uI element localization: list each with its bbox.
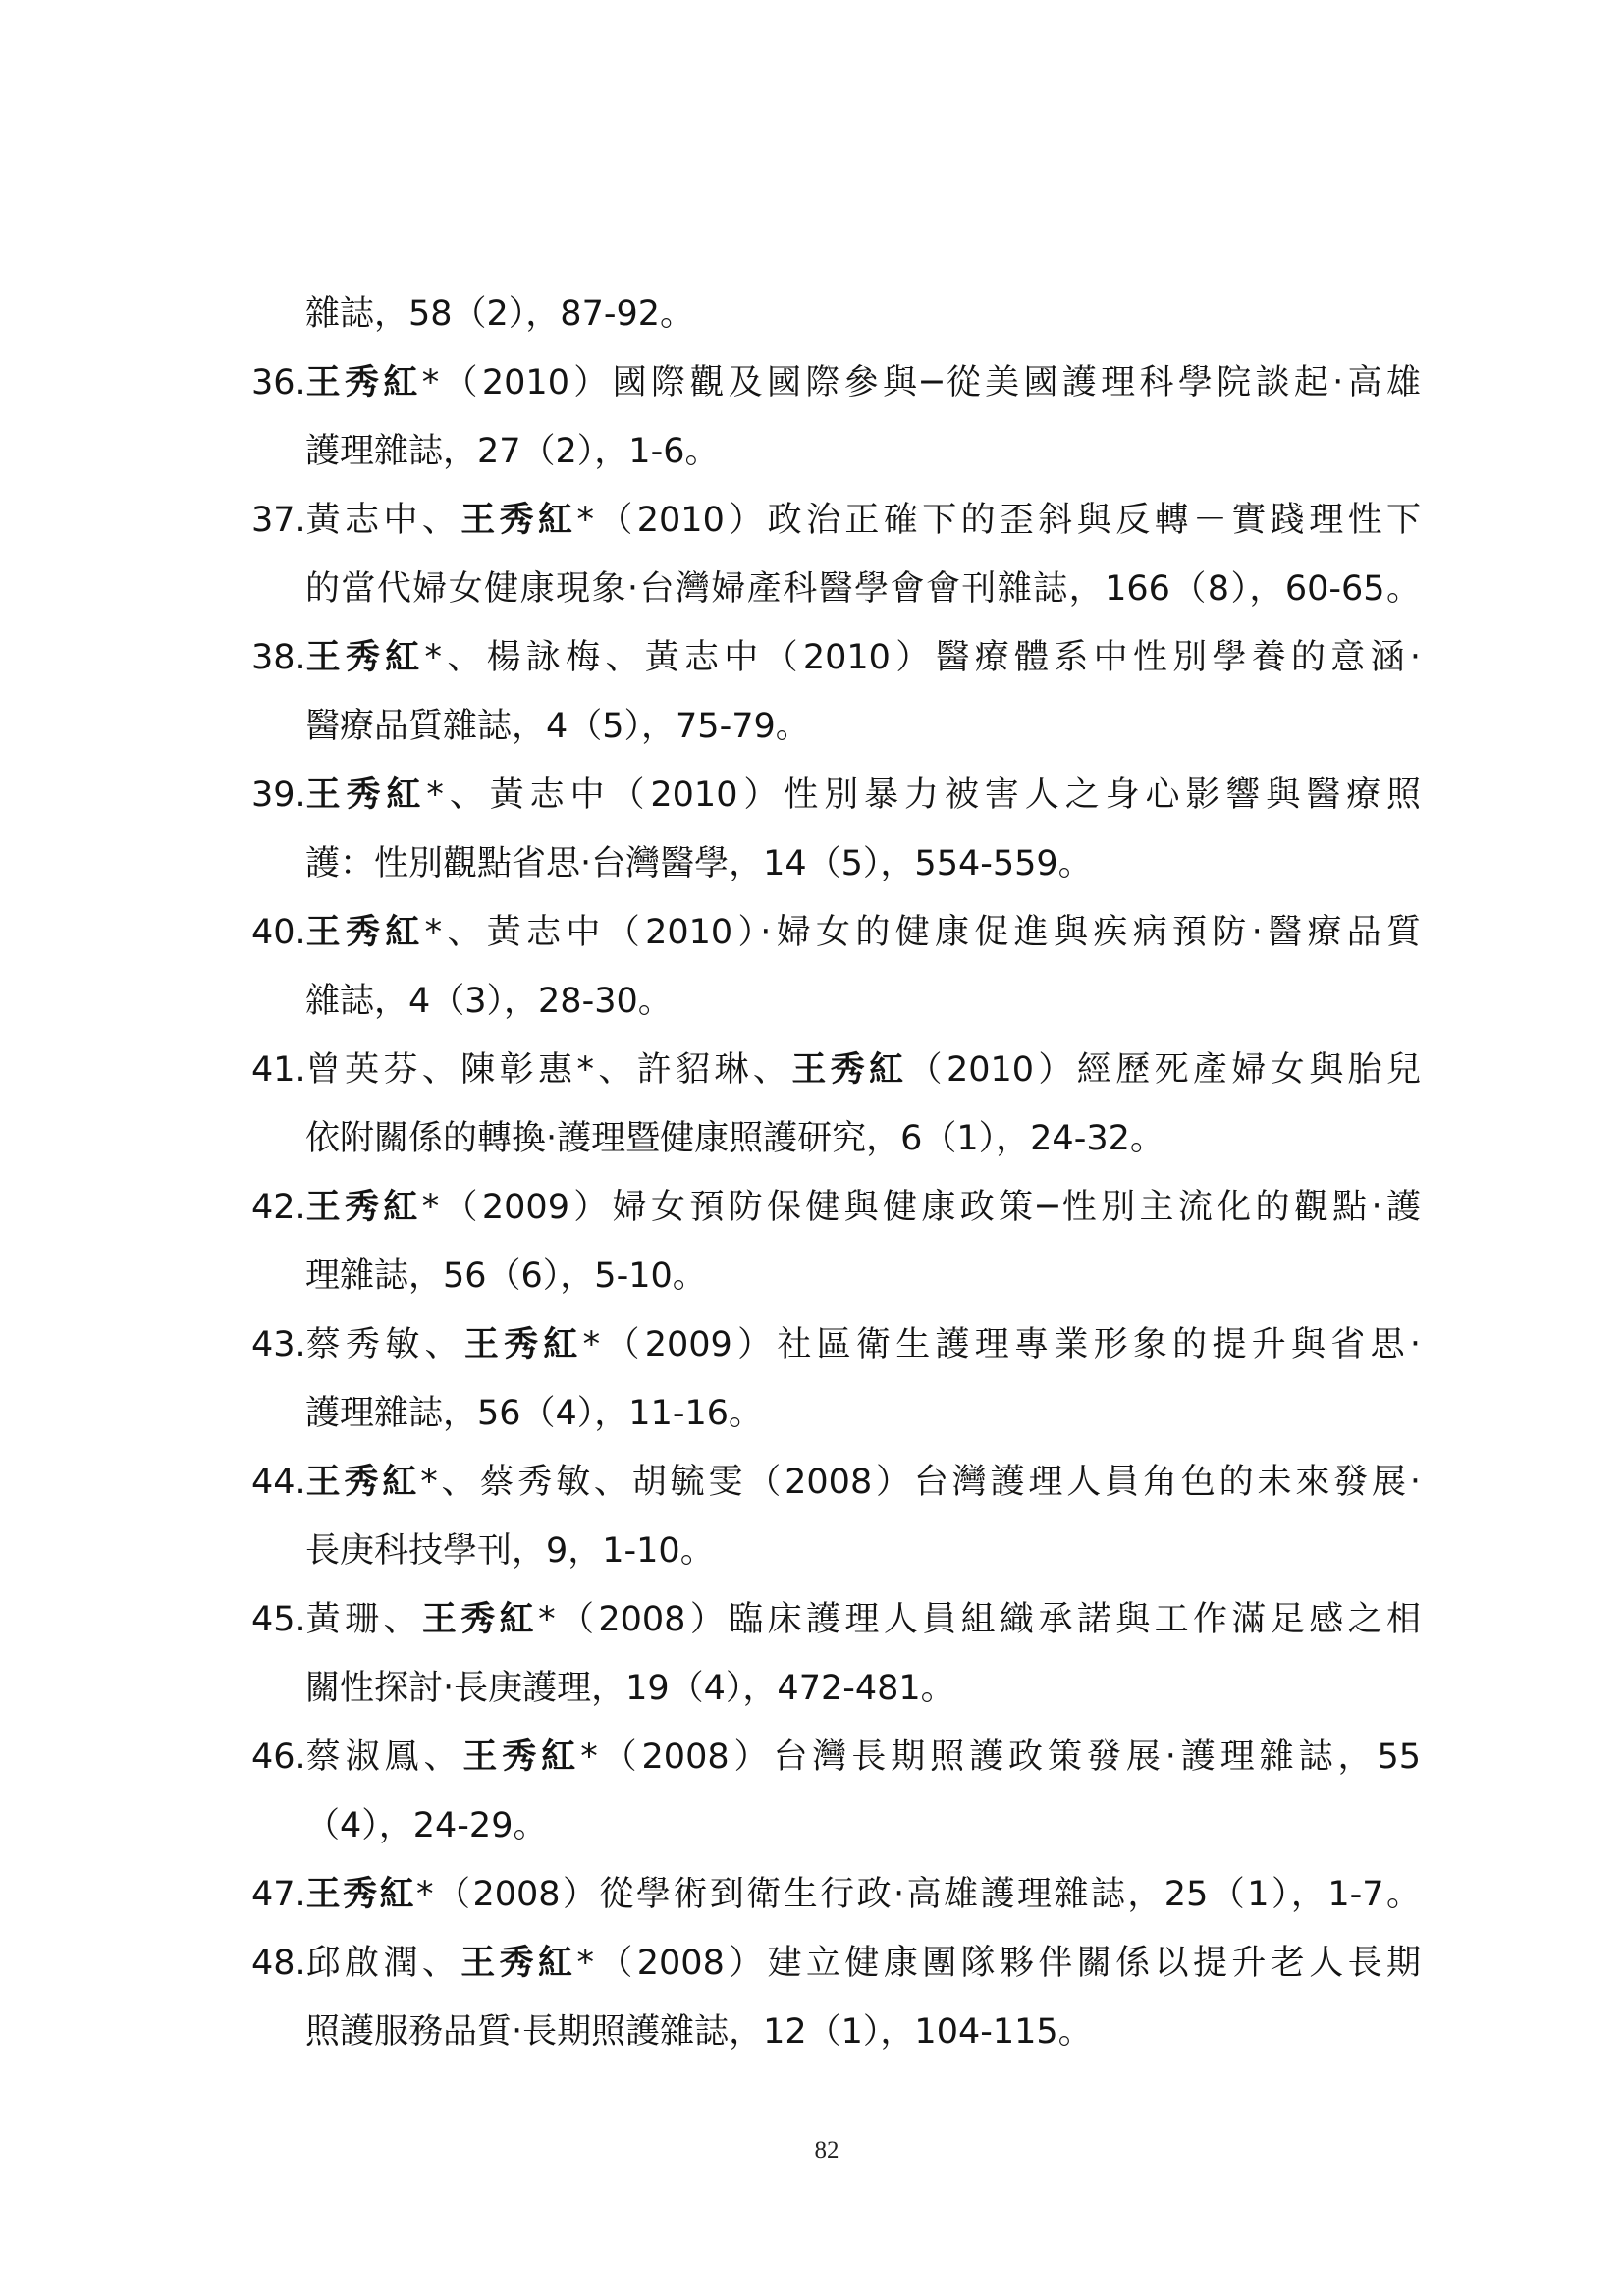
reference-line-text: 王秀紅*（2009）婦女預防保健與健康政策─性別主流化的觀點‧護 xyxy=(305,1188,1421,1227)
reference-line-text: 王秀紅*、楊詠梅、黃志中（2010）醫療體系中性別學養的意涵‧ xyxy=(305,638,1421,677)
reference-number: 41. xyxy=(251,1050,306,1090)
reference-entry xyxy=(0,486,1624,623)
highlighted-author: 王秀紅 xyxy=(305,1188,422,1227)
reference-line-text: 的當代婦女健康現象‧台灣婦產科醫學會會刊雜誌，166（8），60-65。 xyxy=(305,569,1421,609)
reference-line xyxy=(251,1723,1421,1791)
reference-entry xyxy=(0,898,1624,1036)
reference-number: 37. xyxy=(251,501,306,540)
reference-number: 44. xyxy=(251,1463,306,1502)
highlighted-author: 王秀紅 xyxy=(460,501,577,540)
reference-line-text: 雜誌，58（2），87-92。 xyxy=(305,294,695,334)
reference-entry xyxy=(0,1448,1624,1585)
reference-line xyxy=(251,1929,1421,1998)
reference-number: 47. xyxy=(251,1875,306,1914)
reference-entry xyxy=(0,1860,1624,1929)
highlighted-author: 王秀紅 xyxy=(305,913,425,952)
reference-entry xyxy=(0,623,1624,761)
reference-line xyxy=(305,1654,1421,1723)
reference-entry xyxy=(0,1173,1624,1310)
reference-line xyxy=(305,417,1421,486)
highlighted-author: 王秀紅 xyxy=(791,1050,908,1090)
reference-line xyxy=(251,1448,1421,1517)
reference-number: 45. xyxy=(251,1600,306,1639)
reference-line-text: 黃志中、王秀紅*（2010）政治正確下的歪斜與反轉－實踐理性下 xyxy=(305,501,1421,540)
reference-entry xyxy=(0,1585,1624,1723)
reference-line-text: 王秀紅*、蔡秀敏、胡毓雯（2008）台灣護理人員角色的未來發展‧ xyxy=(305,1463,1421,1502)
reference-line-text: 曾英芬、陳彰惠*、許貂琳、王秀紅（2010）經歷死產婦女與胎兒 xyxy=(305,1050,1421,1090)
reference-line xyxy=(251,761,1421,829)
reference-line xyxy=(251,1310,1421,1379)
reference-line xyxy=(305,1791,1421,1860)
reference-line-text: 王秀紅*、黃志中（2010）性別暴力被害人之身心影響與醫療照 xyxy=(305,775,1421,815)
reference-line xyxy=(251,1036,1421,1104)
reference-number: 48. xyxy=(251,1944,306,1983)
reference-line-text: 關性探討‧長庚護理，19（4），472-481。 xyxy=(305,1669,955,1708)
reference-entry xyxy=(0,1723,1624,1860)
reference-line-text: 蔡淑鳳、王秀紅*（2008）台灣長期照護政策發展‧護理雜誌，55 xyxy=(305,1737,1421,1777)
reference-continued-line xyxy=(305,280,1421,348)
reference-line-text: 蔡秀敏、王秀紅*（2009）社區衛生護理專業形象的提升與省思‧ xyxy=(305,1325,1421,1364)
reference-number: 46. xyxy=(251,1737,306,1777)
reference-line xyxy=(305,967,1421,1036)
reference-entry xyxy=(0,1036,1624,1173)
highlighted-author: 王秀紅 xyxy=(305,1875,417,1914)
reference-line xyxy=(251,1173,1421,1242)
page-number: 82 xyxy=(814,2137,839,2163)
highlighted-author: 王秀紅 xyxy=(463,1325,583,1364)
reference-line-text: 依附關係的轉換‧護理暨健康照護研究，6（1），24-32。 xyxy=(305,1119,1164,1158)
reference-number: 43. xyxy=(251,1325,306,1364)
highlighted-author: 王秀紅 xyxy=(460,1944,577,1983)
reference-line-text: 長庚科技學刊，9，1-10。 xyxy=(305,1531,715,1571)
highlighted-author: 王秀紅 xyxy=(305,775,427,815)
reference-line-text: 邱啟潤、王秀紅*（2008）建立健康團隊夥伴關係以提升老人長期 xyxy=(305,1944,1421,1983)
reference-entry xyxy=(0,1310,1624,1448)
reference-line xyxy=(251,1860,1421,1929)
reference-line xyxy=(305,829,1421,898)
highlighted-author: 王秀紅 xyxy=(305,363,422,402)
reference-line xyxy=(305,555,1421,623)
reference-line xyxy=(305,1379,1421,1448)
reference-line xyxy=(251,623,1421,692)
reference-entry xyxy=(0,761,1624,898)
highlighted-author: 王秀紅 xyxy=(305,638,425,677)
reference-entry xyxy=(0,1929,1624,2066)
highlighted-author: 王秀紅 xyxy=(462,1737,581,1777)
reference-number: 36. xyxy=(251,363,306,402)
reference-line-text: 雜誌，4（3），28-30。 xyxy=(305,982,673,1021)
reference-number: 40. xyxy=(251,913,306,952)
reference-number: 38. xyxy=(251,638,306,677)
reference-line-text: 王秀紅*、黃志中（2010）‧婦女的健康促進與疾病預防‧醫療品質 xyxy=(305,913,1421,952)
reference-line-text: 黃珊、王秀紅*（2008）臨床護理人員組織承諾與工作滿足感之相 xyxy=(305,1600,1421,1639)
reference-line-text: 照護服務品質‧長期照護雜誌，12（1），104-115。 xyxy=(305,2012,1093,2052)
reference-number: 39. xyxy=(251,775,306,815)
reference-line xyxy=(305,1998,1421,2066)
reference-line xyxy=(305,692,1421,761)
reference-line xyxy=(305,1104,1421,1173)
reference-line xyxy=(251,348,1421,417)
reference-line-text: 護理雜誌，56（4），11-16。 xyxy=(305,1394,764,1433)
reference-line-text: 理雜誌，56（6），5-10。 xyxy=(305,1256,707,1296)
reference-line-text: 護理雜誌，27（2），1-6。 xyxy=(305,432,720,471)
reference-line-text: 王秀紅*（2010）國際觀及國際參與─從美國護理科學院談起‧高雄 xyxy=(305,363,1421,402)
reference-line xyxy=(305,1242,1421,1310)
reference-line-text: 醫療品質雜誌，4（5），75-79。 xyxy=(305,707,810,746)
reference-line-text: 王秀紅*（2008）從學術到衛生行政‧高雄護理雜誌，25（1），1-7。 xyxy=(305,1875,1421,1914)
reference-line xyxy=(251,1585,1421,1654)
reference-line xyxy=(251,486,1421,555)
reference-number: 42. xyxy=(251,1188,306,1227)
highlighted-author: 王秀紅 xyxy=(421,1600,539,1639)
reference-line xyxy=(305,1517,1421,1585)
reference-line xyxy=(251,898,1421,967)
reference-entry xyxy=(0,348,1624,486)
highlighted-author: 王秀紅 xyxy=(305,1463,421,1502)
reference-line-text: 護：性別觀點省思‧台灣醫學，14（5），554-559。 xyxy=(305,844,1093,883)
reference-list xyxy=(0,280,1624,2066)
reference-line-text: （4），24-29。 xyxy=(305,1806,548,1845)
